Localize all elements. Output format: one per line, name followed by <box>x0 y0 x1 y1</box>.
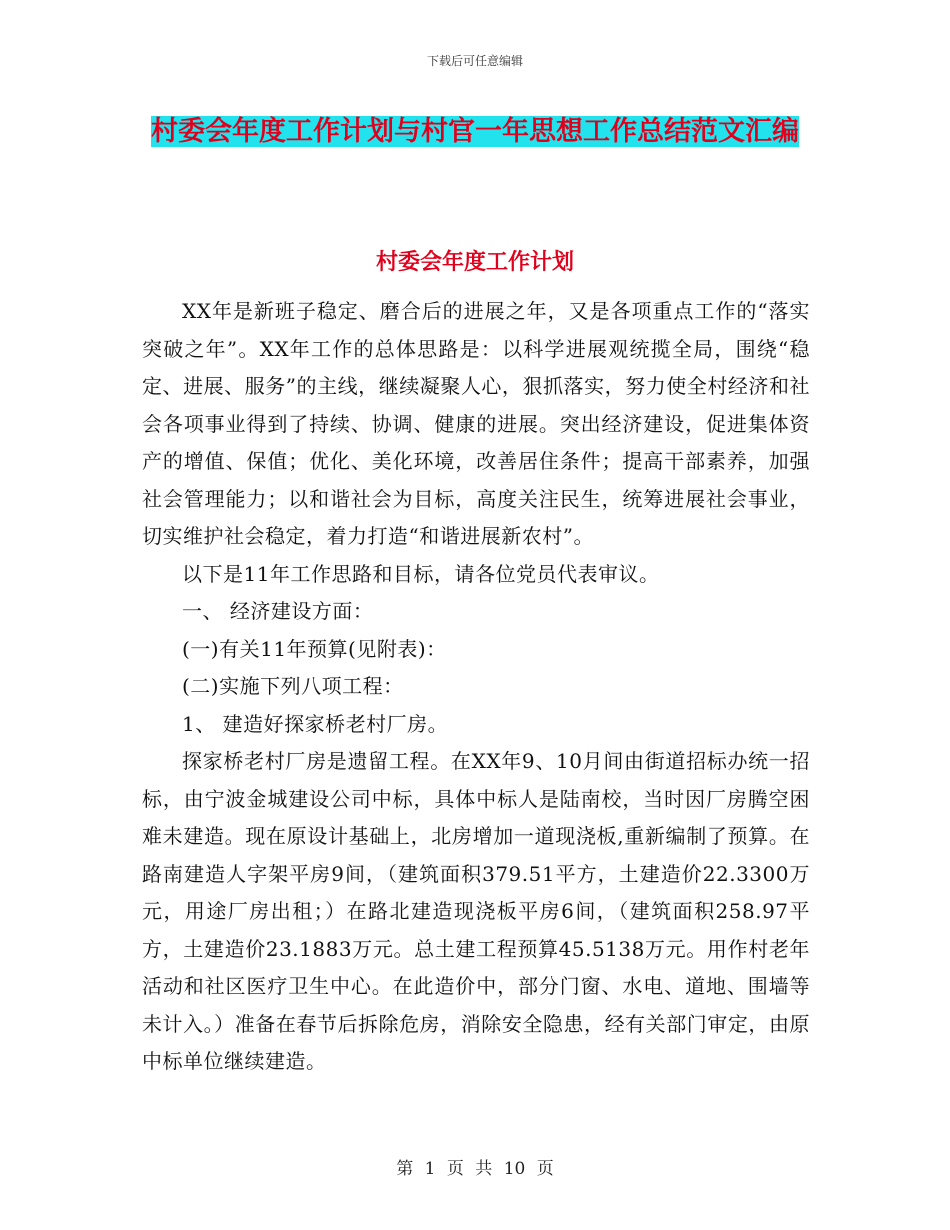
section-title: 村委会年度工作计划 <box>375 250 574 275</box>
paragraph-intro: 以下是11年工作思路和目标，请各位党员代表审议。 <box>182 561 660 586</box>
heading-economic-construction: 一、 经济建设方面： <box>182 599 374 623</box>
paragraph-overview: XX年是新班子稳定、磨合后的进展之年，又是各项重点工作的“落实突破之年”。XX年工作的总体思路是：以科学进展观统揽全局，围绕“稳定、进展、服务”的主线，继续凝聚人心，狠抓落实，努力使全村经济和社会各项事业得到了持续、协调、健康的进展。突出经济建设，促进集体资产的增值、保值；优化、美化环境，改善居住条件；提高干部素养，加强社会管理能力；以和谐社会为目标，高度关注民生，统筹进展社会事业，切实维护社会稳定，着力打造“和谐进展新农村”。 <box>142 299 810 548</box>
subheading-budget: (一)有关11年预算(见附表)： <box>182 636 447 661</box>
document-title <box>140 108 810 156</box>
document-body <box>142 293 810 1081</box>
page-footer-pagination: 第 1 页 共 10 页 <box>396 1159 554 1179</box>
document-title-text: 村委会年度工作计划与村官一年思想工作总结范文汇编 <box>151 116 799 147</box>
page-header-note: 下载后可任意编辑 <box>426 54 523 68</box>
paragraph-project-1-detail: 探家桥老村厂房是遗留工程。在XX年9、10月间由街道招标办统一招标，由宁波金城建设公司中标，具体中标人是陆南校，当时因厂房腾空困难未建造。现在原设计基础上，北房增加一道现浇板,重新编制了预算。在路南建造人字架平房9间，（建筑面积379.51平方，土建造价22.3300万元，用途厂房出租；）在路北建造现浇板平房6间，（建筑面积258.97平方，土建造价23.1883万元。总土建工程预算45.5138万元。用作村老年活动和社区医疗卫生中心。在此造价中，部分门窗、水电、道地、围墙等未计入。）准备在春节后拆除危房，消除安全隐患，经有关部门审定，由原中标单位继续建造。 <box>142 749 810 1073</box>
list-item-project-1: 1、 建造好探家桥老村厂房。 <box>182 711 449 736</box>
subheading-projects: (二)实施下列八项工程： <box>182 674 404 698</box>
